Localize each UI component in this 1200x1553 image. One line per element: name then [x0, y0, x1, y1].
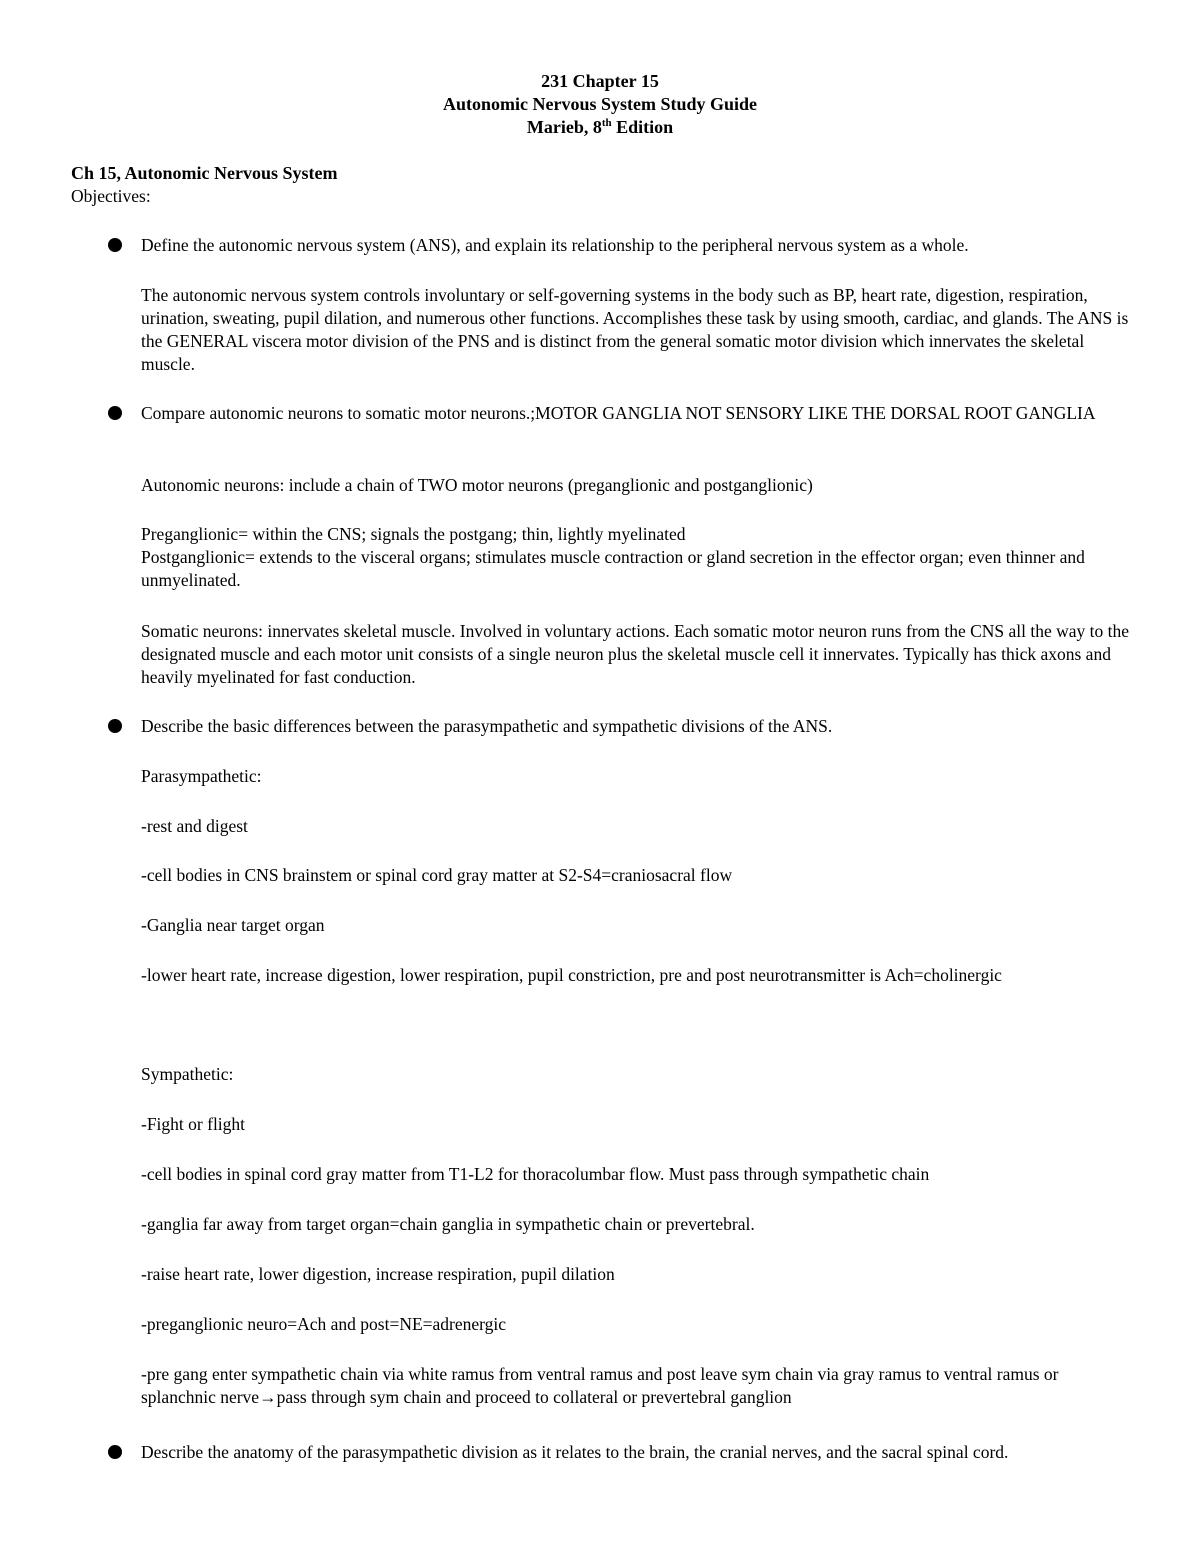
sympathetic-point: -pre gang enter sympathetic chain via white ramus from ventral ramus and post leave sym chain via gray ramus to ventral ramus or splanchnic nerve→pass through sym chain and proceed to collateral or prevertebral ganglion — [141, 1364, 1059, 1407]
objectives-label: Objectives: — [71, 186, 151, 206]
parasympathetic-point: -Ganglia near target organ — [141, 915, 325, 935]
parasympathetic-point: -cell bodies in CNS brainstem or spinal cord gray matter at S2-S4=craniosacral flow — [141, 865, 733, 885]
header-edition-sup: th — [601, 117, 612, 129]
header-edition — [0, 116, 1200, 139]
header-edition-prefix: Marieb, 8 — [526, 117, 602, 137]
document-header — [0, 70, 1200, 139]
objective-4-question: Describe the anatomy of the parasympathetic division as it relates to the brain, the cranial nerves, and the sacral spinal cord. — [141, 1442, 1009, 1462]
objective-2-somatic: Somatic neurons: innervates skeletal muscle. Involved in voluntary actions. Each somatic motor neuron runs from the CNS all the way to the designated muscle and each motor unit consists of a single neuron plus the skeletal muscle cell it innervates. Typically has thick axons and heavily myelinated for fast conduction. — [141, 621, 1130, 687]
parasympathetic-point: -rest and digest — [141, 816, 248, 836]
sympathetic-point: -ganglia far away from target organ=chain ganglia in sympathetic chain or prevertebral. — [141, 1214, 755, 1234]
bullet-icon — [108, 1445, 122, 1459]
bullet-icon — [108, 238, 122, 252]
objective-2-autonomic: Autonomic neurons: include a chain of TWO motor neurons (preganglionic and postganglionic) — [141, 475, 813, 495]
sympathetic-point: -preganglionic neuro=Ach and post=NE=adrenergic — [141, 1314, 507, 1334]
header-edition-suffix: Edition — [611, 117, 674, 137]
objective-1-question: Define the autonomic nervous system (ANS), and explain its relationship to the peripheral nervous system as a whole. — [141, 235, 969, 255]
objective-2-postganglionic: Postganglionic= extends to the visceral organs; stimulates muscle contraction or gland secretion in the effector organ; even thinner and unmyelinated. — [141, 547, 1085, 590]
bullet-icon — [108, 406, 122, 420]
parasympathetic-point: -lower heart rate, increase digestion, lower respiration, pupil constriction, pre and post neurotransmitter is Ach=cholinergic — [141, 965, 1002, 985]
objective-2-preganglionic: Preganglionic= within the CNS; signals the postgang; thin, lightly myelinated — [141, 524, 686, 544]
section-heading: Ch 15, Autonomic Nervous System — [71, 163, 338, 183]
sympathetic-point: -raise heart rate, lower digestion, increase respiration, pupil dilation — [141, 1264, 615, 1284]
objective-2-question: Compare autonomic neurons to somatic motor neurons.;MOTOR GANGLIA NOT SENSORY LIKE THE DORSAL ROOT GANGLIA — [141, 403, 1096, 423]
header-guide-title: Autonomic Nervous System Study Guide — [442, 94, 758, 114]
objective-3-question: Describe the basic differences between the parasympathetic and sympathetic divisions of the ANS. — [141, 716, 833, 736]
sympathetic-point: -cell bodies in spinal cord gray matter from T1-L2 for thoracolumbar flow. Must pass through sympathetic chain — [141, 1164, 930, 1184]
bullet-icon — [108, 719, 122, 733]
sympathetic-point: -Fight or flight — [141, 1114, 246, 1134]
sympathetic-label: Sympathetic: — [141, 1064, 234, 1084]
objective-1-answer: The autonomic nervous system controls involuntary or self-governing systems in the body such as BP, heart rate, digestion, respiration, urination, sweating, pupil dilation, and numerous other functions. Accomplishes these task by using smooth, cardiac, and glands. The ANS is the GENERAL viscera motor division of the PNS and is distinct from the general somatic motor division which innervates the skeletal muscle. — [141, 285, 1129, 374]
header-course-chapter: 231 Chapter 15 — [541, 71, 659, 91]
parasympathetic-label: Parasympathetic: — [141, 766, 262, 786]
